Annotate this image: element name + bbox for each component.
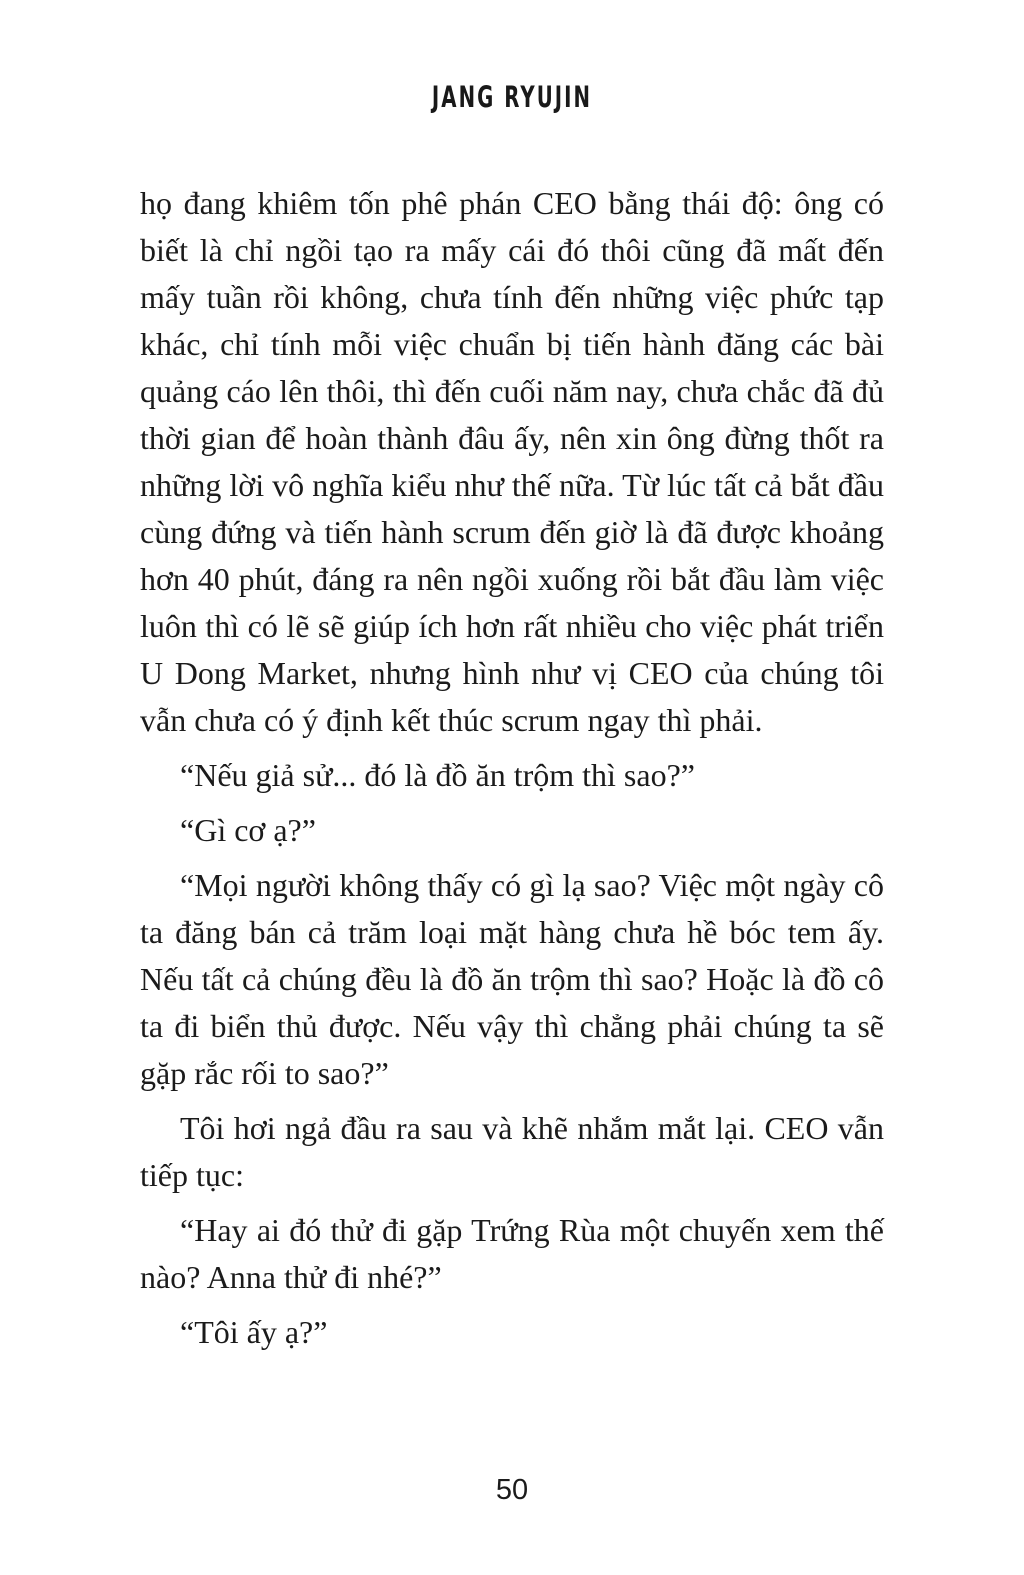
paragraph-dialogue: “Mọi người không thấy có gì lạ sao? Việc một ngày cô ta đăng bán cả trăm loại mặt hàng chưa hề bóc tem ấy. Nếu tất cả chúng đều là đồ ăn trộm thì sao? Hoặc là đồ cô ta đi biển thủ được. Nếu vậy thì chẳng phải chúng ta sẽ gặp rắc rối to sao?” xyxy=(140,867,884,1091)
running-header-author: JANG RYUJIN xyxy=(431,80,593,114)
body-text xyxy=(140,180,884,1364)
paragraph-dialogue: “Nếu giả sử... đó là đồ ăn trộm thì sao?” xyxy=(180,757,695,793)
paragraph-dialogue: “Gì cơ ạ?” xyxy=(180,812,316,848)
paragraph-dialogue: “Hay ai đó thử đi gặp Trứng Rùa một chuyến xem thế nào? Anna thử đi nhé?” xyxy=(140,1212,884,1295)
page-number: 50 xyxy=(495,1474,529,1506)
paragraph-narration: Tôi hơi ngả đầu ra sau và khẽ nhắm mắt lại. CEO vẫn tiếp tục: xyxy=(140,1110,884,1193)
paragraph-dialogue: “Tôi ấy ạ?” xyxy=(180,1314,328,1350)
paragraph-continuation: họ đang khiêm tốn phê phán CEO bằng thái độ: ông có biết là chỉ ngồi tạo ra mấy cái đó thôi cũng đã mất đến mấy tuần rồi không, chưa tính đến những việc phức tạp khác, chỉ tính mỗi việc chuẩn bị tiến hành đăng các bài quảng cáo lên thôi, thì đến cuối năm nay, chưa chắc đã đủ thời gian để hoàn thành đâu ấy, nên xin ông đừng thốt ra những lời vô nghĩa kiểu như thế nữa. Từ lúc tất cả bắt đầu cùng đứng và tiến hành scrum đến giờ là đã được khoảng hơn 40 phút, đáng ra nên ngồi xuống rồi bắt đầu làm việc luôn thì có lẽ sẽ giúp ích hơn rất nhiều cho việc phát triển U Dong Market, nhưng hình như vị CEO của chúng tôi vẫn chưa có ý định kết thúc scrum ngay thì phải. xyxy=(140,185,884,738)
